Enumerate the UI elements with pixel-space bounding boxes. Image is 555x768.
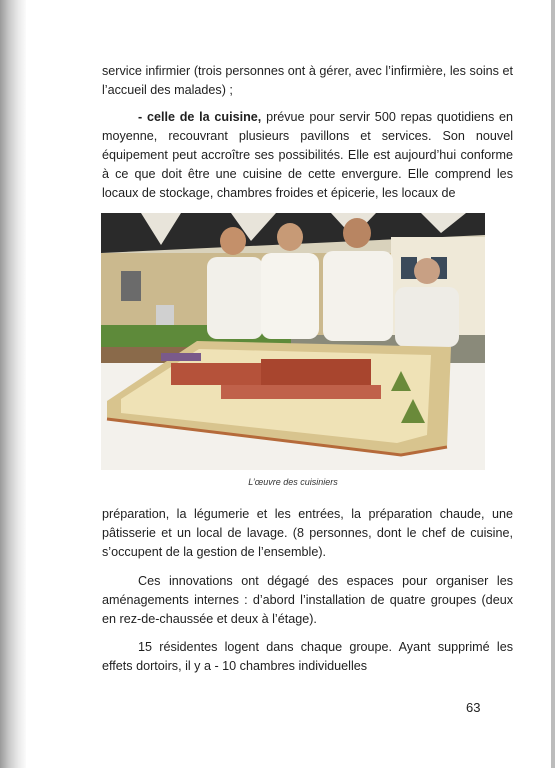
paragraph-preparation: préparation, la légumerie et les entrées, la préparation chaude, une pâtisserie et un local de lavage. (8 personnes, dont le chef de cuisine, s’occupent de la gestion de l’ensemble).	[102, 507, 513, 559]
paragraph-infirmier: service infirmier (trois personnes ont à gérer, avec l’infirmière, les soins et l’accueil des malades) ;	[102, 64, 513, 97]
paragraph-cuisine	[102, 108, 513, 203]
photo-caption: L’œuvre des cuisiniers	[248, 477, 338, 487]
paragraph-cuisine-text: prévue pour servir 500 repas quotidiens en moyenne, recouvrant plusieurs pavillons et services. Son nouvel équipement peut accroître ses possibilités. Elle est aujourd’hui conforme à ce que doit être une cuisine de cette envergure. Elle comprend les locaux de stockage, chambres froides et épicerie, les locaux de	[102, 110, 514, 200]
book-spine-shadow	[0, 0, 26, 768]
page-number: 63	[466, 700, 481, 715]
paragraph-innovations: Ces innovations ont dégagé des espaces pour organiser les aménagements internes : d’abord l’installation de quatre groupes (deux en rez-de-chaussée et deux à l’étage).	[102, 574, 513, 626]
book-page	[26, 0, 551, 768]
paragraph-cuisine-lead: - celle de la cuisine,	[138, 110, 262, 124]
paragraph-residentes: 15 résidentes logent dans chaque groupe. Ayant supprimé les effets dortoirs, il y a - 10 chambres individuelles	[102, 640, 513, 673]
photo-cooks-with-cake	[101, 213, 485, 470]
page-edge	[551, 0, 555, 768]
